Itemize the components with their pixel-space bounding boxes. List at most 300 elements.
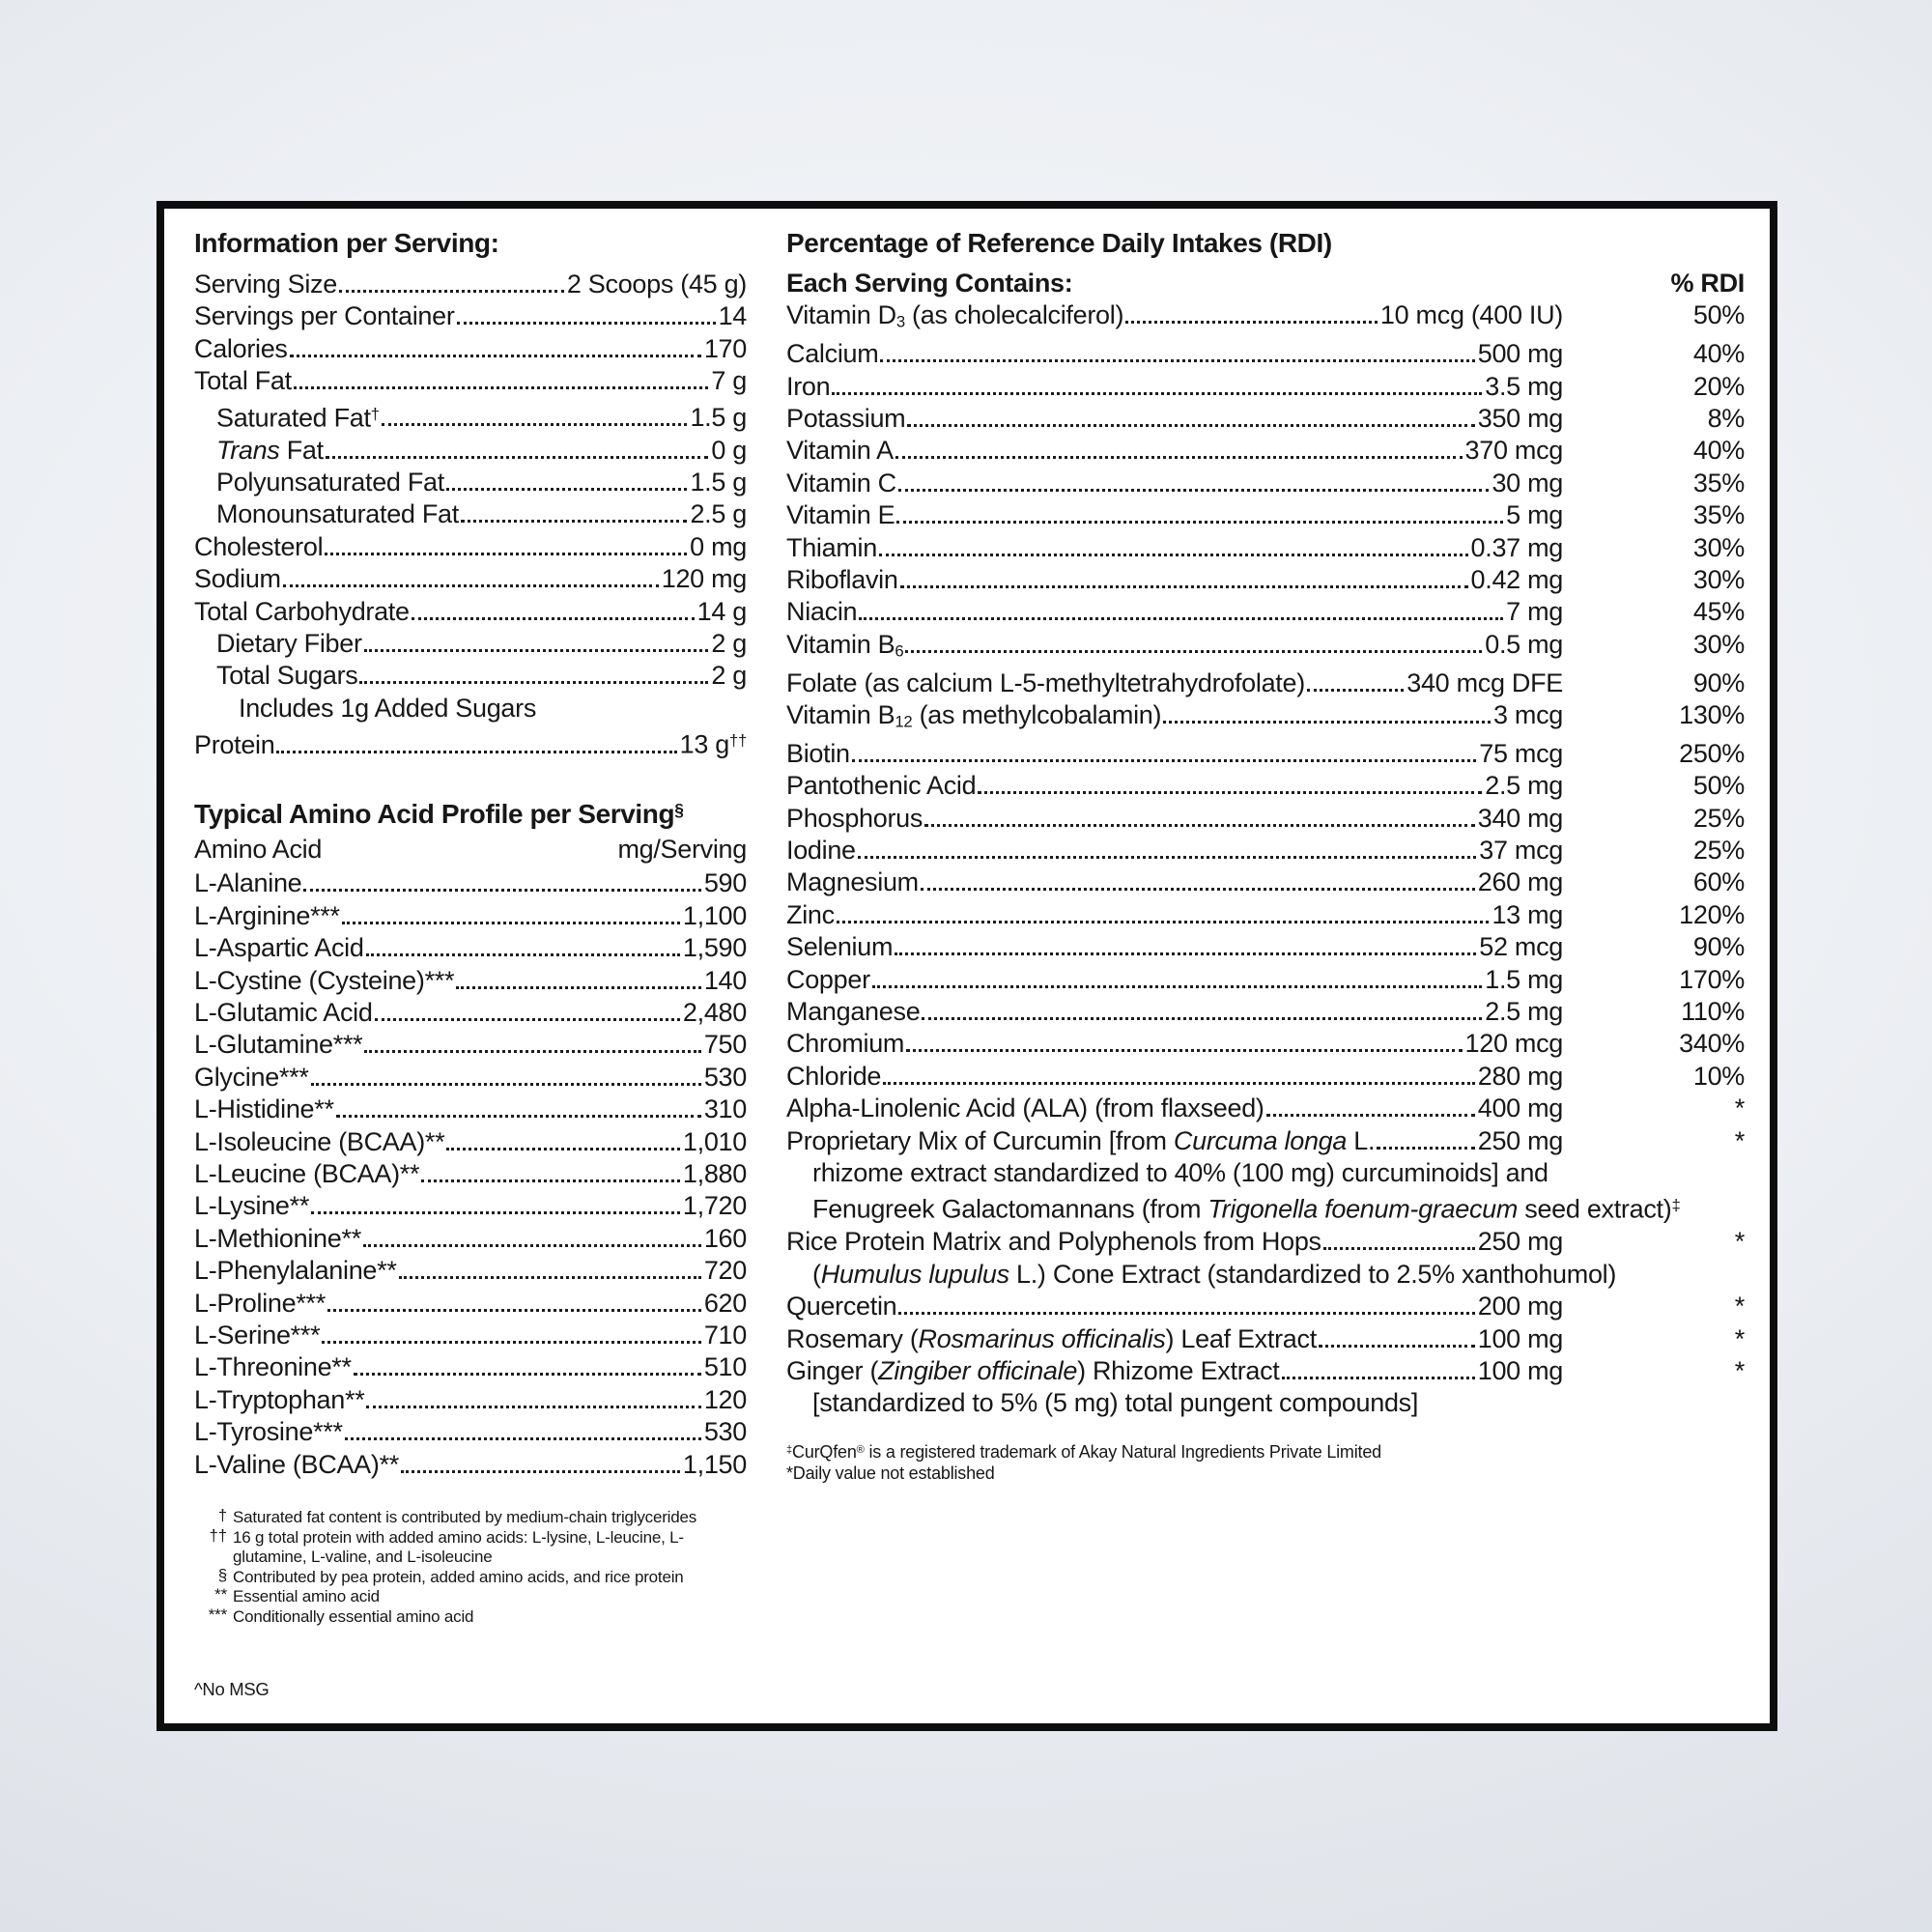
nutrient-label: Vitamin C [786,468,896,497]
dot-leader [412,601,695,619]
rdi-row [786,499,1745,531]
nutrient-amount: 100 mg [1477,1323,1563,1353]
rdi-row [786,699,1745,738]
nutrient-label: Riboflavin [786,565,898,594]
footnote [194,1525,747,1568]
amino-acid-row [194,1384,747,1416]
info-row [194,365,747,397]
rdi-value: 25% [1692,803,1745,833]
text-segment: L.) Cone Extract (standardized to 2.5% xanthohumol) [1009,1259,1617,1289]
text-segment: (as methylcobalamin) [912,699,1162,729]
dot-leader [457,306,716,325]
nutrient-label: Quercetin [786,1292,897,1321]
nutrient-amount: 2 g [711,661,747,691]
nutrient-amount: 0.37 mg [1470,532,1563,562]
nutrient-amount: 1,720 [682,1191,747,1221]
info-row [194,498,747,530]
nutrient-label: Monounsaturated Fat [216,499,459,529]
dot-leader [276,734,676,753]
nutrient-label: rhizome extract standardized to 40% (100 mg) curcuminoids] and [812,1158,1548,1187]
info-row [194,596,747,628]
rdi-row [786,299,1745,338]
rdi-row [786,964,1745,996]
amino-acid-row [194,900,747,932]
dot-leader [283,569,659,587]
text-segment: ( [812,1259,821,1289]
nutrient-label: L-Leucine (BCAA)** [194,1159,420,1189]
nutrient-amount: 250 mg [1477,1227,1563,1257]
nutrient-amount: 7 g [711,366,747,396]
nutrient-label [812,1189,1680,1226]
rdi-value: 250% [1679,738,1745,768]
nutrient-label: Chromium [786,1029,905,1059]
nutrient-amount: 37 mcg [1479,835,1563,865]
amino-acid-row [194,1158,747,1190]
nutrient-label [812,1259,1616,1291]
nutrient-label: L-Phenylalanine** [194,1256,397,1286]
dot-leader [900,570,1468,588]
rdi-row [786,1291,1745,1322]
nutrient-label: L-Isoleucine (BCAA)** [194,1126,445,1156]
nutrient-label: Dietary Fiber [216,629,362,658]
rdi-row [786,668,1745,699]
nutrient-label: Thiamin [786,532,877,562]
dot-leader [359,666,708,684]
amino-col-label: Amino Acid [194,834,323,864]
italic-text: Zingiber officinale [878,1355,1078,1385]
no-msg-note: ^No MSG [194,1679,270,1700]
dot-leader [399,1261,701,1279]
dot-leader [375,1003,680,1021]
nutrient-label: L-Glutamine*** [194,1030,363,1060]
nutrient-label: L-Threonine** [194,1352,352,1382]
nutrient-amount: 0.5 mg [1485,629,1563,659]
nutrient-amount: 120 mcg [1464,1029,1563,1059]
italic-text: Humulus lupulus [820,1259,1009,1289]
dot-leader [1282,1361,1475,1379]
footnote [786,1439,1745,1463]
nutrient-label [786,699,1161,738]
left-footnotes [194,1508,747,1627]
dot-leader [401,1454,680,1472]
rdi-row [786,468,1745,499]
nutrient-amount: 140 [703,965,747,995]
nutrient-amount: 510 [703,1352,747,1382]
rdi-rows [786,299,1745,1419]
nutrient-label: L-Methionine** [194,1223,361,1253]
dot-leader [336,1099,701,1118]
amino-acid-row [194,1062,747,1094]
rdi-row [786,835,1745,867]
dot-leader [294,371,709,389]
dot-leader [366,1389,700,1407]
rdi-row [786,899,1745,931]
dot-leader [456,970,701,988]
rdi-value: * [1734,1355,1745,1385]
text-segment: Vitamin D [786,300,896,330]
text-segment: Saturated Fat [216,403,371,433]
nutrient-label: L-Serine*** [194,1321,321,1350]
text-segment: ) Leaf Extract [1165,1323,1317,1353]
text-segment: Ginger ( [786,1355,879,1385]
text-segment: ) Rhizome Extract [1077,1355,1280,1385]
nutrient-label: L-Proline*** [194,1288,326,1318]
text-segment: Fat [279,435,324,465]
rdi-row [786,371,1745,403]
rdi-value: * [1734,1292,1745,1321]
nutrient-amount: 720 [703,1256,747,1286]
rdi-value: 50% [1692,771,1745,801]
italic-text: Rosmarinus officinalis [918,1323,1166,1353]
dot-leader [363,1228,701,1246]
text-segment: is a registered trademark of Akay Natural Ingredients Private Limited [864,1441,1381,1462]
superscript-text: § [674,800,684,820]
footnote [786,1463,1745,1485]
nutrient-label: Folate (as calcium L-5-methyltetrahydrofolate) [786,668,1305,697]
nutrient-label [216,398,380,435]
text-segment: *Daily value not established [786,1463,995,1484]
dot-leader [421,1164,680,1182]
rdi-value: * [1734,1227,1745,1257]
amino-acid-row [194,1416,747,1448]
rdi-row [786,564,1745,596]
rdi-value: 110% [1681,996,1745,1026]
dot-leader [311,1066,701,1085]
nutrient-label: Glycine*** [194,1062,309,1092]
rdi-row [786,1259,1745,1291]
nutrient-amount: 260 mg [1477,867,1563,897]
rdi-value: * [1734,1125,1745,1155]
dot-leader [382,408,688,426]
footnote-text: Saturated fat content is contributed by medium-chain triglycerides [233,1508,697,1527]
footnote-text: Essential amino acid [233,1587,380,1606]
rdi-row [786,1189,1745,1226]
nutrient-label: Alpha-Linolenic Acid (ALA) (from flaxseed) [786,1094,1264,1123]
dot-leader [325,536,687,554]
dot-leader [896,505,1503,524]
rdi-row [786,532,1745,564]
rdi-value: 170% [1679,964,1745,994]
dot-leader [879,537,1468,555]
italic-text: Trans [216,435,280,465]
dot-leader [832,376,1482,394]
rdi-row [786,867,1745,898]
nutrient-label: L-Glutamic Acid [194,997,373,1027]
nutrient-amount: 2.5 mg [1485,996,1563,1026]
text-segment: Vitamin B [786,699,895,729]
dot-leader [1307,672,1404,691]
footnote-marker: *** [208,1605,227,1624]
right-footnotes [786,1439,1745,1485]
nutrient-label [786,1323,1317,1355]
nutrient-label: Magnesium [786,867,919,897]
rdi-value: 60% [1692,867,1745,897]
amino-acid-row [194,1029,747,1061]
dot-leader [1319,1328,1475,1347]
rdi-value: 130% [1679,699,1745,729]
dot-leader [898,1296,1474,1315]
nutrient-label: Selenium [786,932,894,962]
amino-acid-row [194,1288,747,1320]
nutrient-label: Total Fat [194,366,292,396]
nutrient-label: Includes 1g Added Sugars [239,693,537,723]
nutrient-amount: 14 g [696,596,747,626]
nutrient-label: [standardized to 5% (5 mg) total pungent compounds] [812,1388,1419,1418]
rdi-row [786,803,1745,835]
nutrient-amount: 1,100 [682,900,747,930]
dot-leader [924,808,1475,826]
amino-acid-row [194,1449,747,1481]
footnote [194,1508,747,1528]
nutrient-label: Polyunsaturated Fat [216,467,444,497]
dot-leader [872,969,1482,987]
nutrient-label: Protein [194,729,275,759]
amino-acid-row [194,1094,747,1125]
dot-leader [1323,1232,1475,1250]
nutrient-amount: 13 mg [1492,899,1563,929]
nutrient-label: Copper [786,964,870,994]
nutrient-label: Chloride [786,1061,882,1091]
nutrient-amount: 2.5 g [690,499,747,529]
nutrient-label [216,435,324,467]
rdi-value: 40% [1692,436,1745,466]
info-row [194,628,747,660]
dot-leader [446,1131,680,1150]
rdi-row [786,1028,1745,1060]
nutrient-amount: 1.5 g [690,403,747,433]
dot-leader [1266,1098,1475,1117]
info-row [194,724,747,761]
amino-acid-row [194,1126,747,1158]
dot-leader [895,937,1476,955]
nutrient-label: Total Sugars [216,661,358,691]
footnote-text: 16 g total protein with added amino acids: L-lysine, L-leucine, L-glutamine, L-valine, and L-isoleucine [233,1527,684,1567]
footnote-text: Conditionally essential amino acid [233,1606,474,1626]
nutrient-amount: 0 g [711,435,747,465]
dot-leader [345,1422,701,1440]
italic-text: Curcuma longa [1173,1125,1348,1155]
rdi-row [786,770,1745,802]
each-serving-contains-label: Each Serving Contains: [786,269,1073,298]
nutrient-amount: 1.5 g [690,467,747,497]
nutrient-amount: 3.5 mg [1485,371,1563,401]
dot-leader [906,1034,1462,1052]
rdi-value: 30% [1692,629,1745,659]
amino-acid-row [194,1255,747,1287]
nutrient-label: Vitamin A [786,436,894,466]
superscript-text: ‡ [786,1443,793,1456]
amino-acid-row [194,867,747,899]
info-row [194,300,747,332]
dot-leader [327,1293,701,1311]
rdi-value: 30% [1692,565,1745,594]
nutrient-amount: 350 mg [1477,403,1563,433]
dot-leader [446,472,687,491]
nutrient-label: Phosphorus [786,803,923,833]
rdi-value: 35% [1692,468,1745,497]
amino-column-headers [194,834,747,866]
nutrient-amount: 2.5 mg [1485,771,1563,801]
nutrient-label: Zinc [786,899,835,929]
rdi-row [786,1387,1745,1419]
nutrient-amount: 530 [703,1062,747,1092]
nutrient-amount: 0.42 mg [1470,565,1563,594]
nutrient-label: Pantothenic Acid [786,771,977,801]
rdi-value: 50% [1692,300,1745,330]
nutrient-label: Calories [194,333,288,363]
dot-leader [837,904,1490,923]
nutrient-amount [680,724,747,761]
rdi-row [786,338,1745,370]
footnote-marker: †† [209,1525,227,1545]
nutrient-label [786,299,1123,338]
info-per-serving-rows [194,269,747,761]
nutrient-amount: 160 [703,1223,747,1253]
footnote [194,1565,747,1588]
rdi-row [786,1355,1745,1387]
text-segment: Vitamin B [786,629,895,659]
percent-rdi-column-header: % RDI [1670,269,1745,298]
text-segment: CurQfen [792,1441,857,1462]
text-segment: Rosemary ( [786,1323,919,1353]
rdi-value: 20% [1692,371,1745,401]
nutrient-label: Biotin [786,738,850,768]
info-row [194,563,747,595]
nutrient-label: L-Tyrosine*** [194,1417,343,1447]
dot-leader [342,905,680,923]
nutrient-amount: 370 mcg [1464,436,1563,466]
footnote-marker: ** [214,1585,227,1605]
rdi-row [786,738,1745,770]
nutrient-amount: 5 mg [1506,500,1563,530]
rdi-value: 40% [1692,339,1745,369]
info-row [194,435,747,467]
dot-leader [1163,705,1491,724]
dot-leader [364,1035,700,1053]
dot-leader [354,1357,701,1376]
superscript-text: ® [856,1443,865,1456]
nutrient-label: Servings per Container [194,301,455,331]
text-segment: 13 g [679,729,729,759]
info-row [194,398,747,435]
nutrient-label: Rice Protein Matrix and Polyphenols from Hops [786,1227,1321,1257]
amino-acid-row [194,932,747,964]
nutrient-label: Iodine [786,835,856,865]
amino-profile-title [194,794,747,830]
nutrient-label [786,1355,1280,1387]
dot-leader [1125,305,1378,324]
nutrient-amount: 14 [718,301,747,331]
dot-leader [883,1065,1475,1084]
text-segment: Typical Amino Acid Profile per Serving [194,798,675,829]
dot-leader [852,743,1477,761]
footnote [194,1587,747,1607]
rdi-row [786,435,1745,467]
footnote-marker: § [217,1565,227,1584]
amino-acid-row [194,1190,747,1222]
amino-acid-rows [194,867,747,1481]
amino-acid-row [194,1351,747,1383]
dot-leader [303,873,700,892]
dot-leader [322,1325,701,1344]
info-row [194,333,747,365]
nutrient-label: L-Histidine** [194,1094,334,1124]
rdi-row [786,1157,1745,1189]
nutrient-amount: 1,590 [682,933,747,963]
nutrient-amount: 3 mcg [1492,699,1563,729]
nutrient-amount: 530 [703,1417,747,1447]
dot-leader [895,440,1463,459]
text-segment: L. [1347,1125,1376,1155]
nutrient-amount: 200 mg [1477,1292,1563,1321]
dot-leader [364,634,709,652]
rdi-value: 340% [1679,1029,1745,1059]
nutrient-amount: 250 mg [1477,1125,1563,1155]
subscript-text: 3 [895,312,905,331]
nutrient-amount: 400 mg [1477,1094,1563,1123]
nutrient-amount: 120 mg [661,564,747,594]
dot-leader [907,409,1474,427]
footnote-marker: † [217,1506,227,1525]
dot-leader [978,776,1482,794]
dot-leader [898,472,1490,491]
nutrient-label: Cholesterol [194,531,324,561]
nutrient-amount: 30 mg [1492,468,1563,497]
nutrient-label [786,1125,1375,1157]
rdi-row [786,1061,1745,1093]
superscript-text: ‡ [1671,1196,1681,1215]
nutrient-amount: 120 [703,1384,747,1414]
nutrient-amount: 340 mg [1477,803,1563,833]
nutrient-label: Vitamin E [786,500,895,530]
nutrient-amount: 0 mg [690,531,747,561]
subscript-text: 12 [895,712,913,731]
nutrient-amount: 2,480 [682,997,747,1027]
rdi-row [786,931,1745,963]
rdi-value: 90% [1692,932,1745,962]
nutrient-label: Sodium [194,564,281,594]
dot-leader [905,634,1482,652]
amino-acid-row [194,997,747,1029]
nutrient-amount: 590 [703,868,747,898]
nutrient-amount: 340 mcg DFE [1406,668,1563,697]
rdi-value: 8% [1707,403,1745,433]
info-row [194,660,747,692]
dot-leader [1377,1130,1475,1149]
rdi-value: 45% [1692,597,1745,627]
nutrient-label: L-Valine (BCAA)** [194,1449,399,1479]
text-segment: Proprietary Mix of Curcumin [from [786,1125,1174,1155]
nutrient-amount: 10 mcg (400 IU) [1379,300,1563,330]
nutrient-amount: 2 Scoops (45 g) [566,270,747,298]
nutrient-label: Manganese [786,996,921,1026]
dot-leader [461,504,687,523]
nutrient-label: L-Lysine** [194,1191,310,1221]
nutrient-label: L-Aspartic Acid [194,933,364,963]
nutrient-label: Iron [786,371,831,401]
dot-leader [339,274,564,293]
nutrient-amount: 52 mcg [1479,932,1563,962]
nutrient-label: L-Tryptophan** [194,1384,365,1414]
rdi-value: 25% [1692,835,1745,865]
rdi-value: 10% [1692,1061,1745,1091]
nutrient-amount: 170 [703,333,747,363]
nutrient-label: L-Cystine (Cysteine)*** [194,965,455,995]
rdi-value: 30% [1692,532,1745,562]
dot-leader [290,338,701,356]
nutrient-label: Niacin [786,597,858,627]
dot-leader [311,1196,680,1214]
